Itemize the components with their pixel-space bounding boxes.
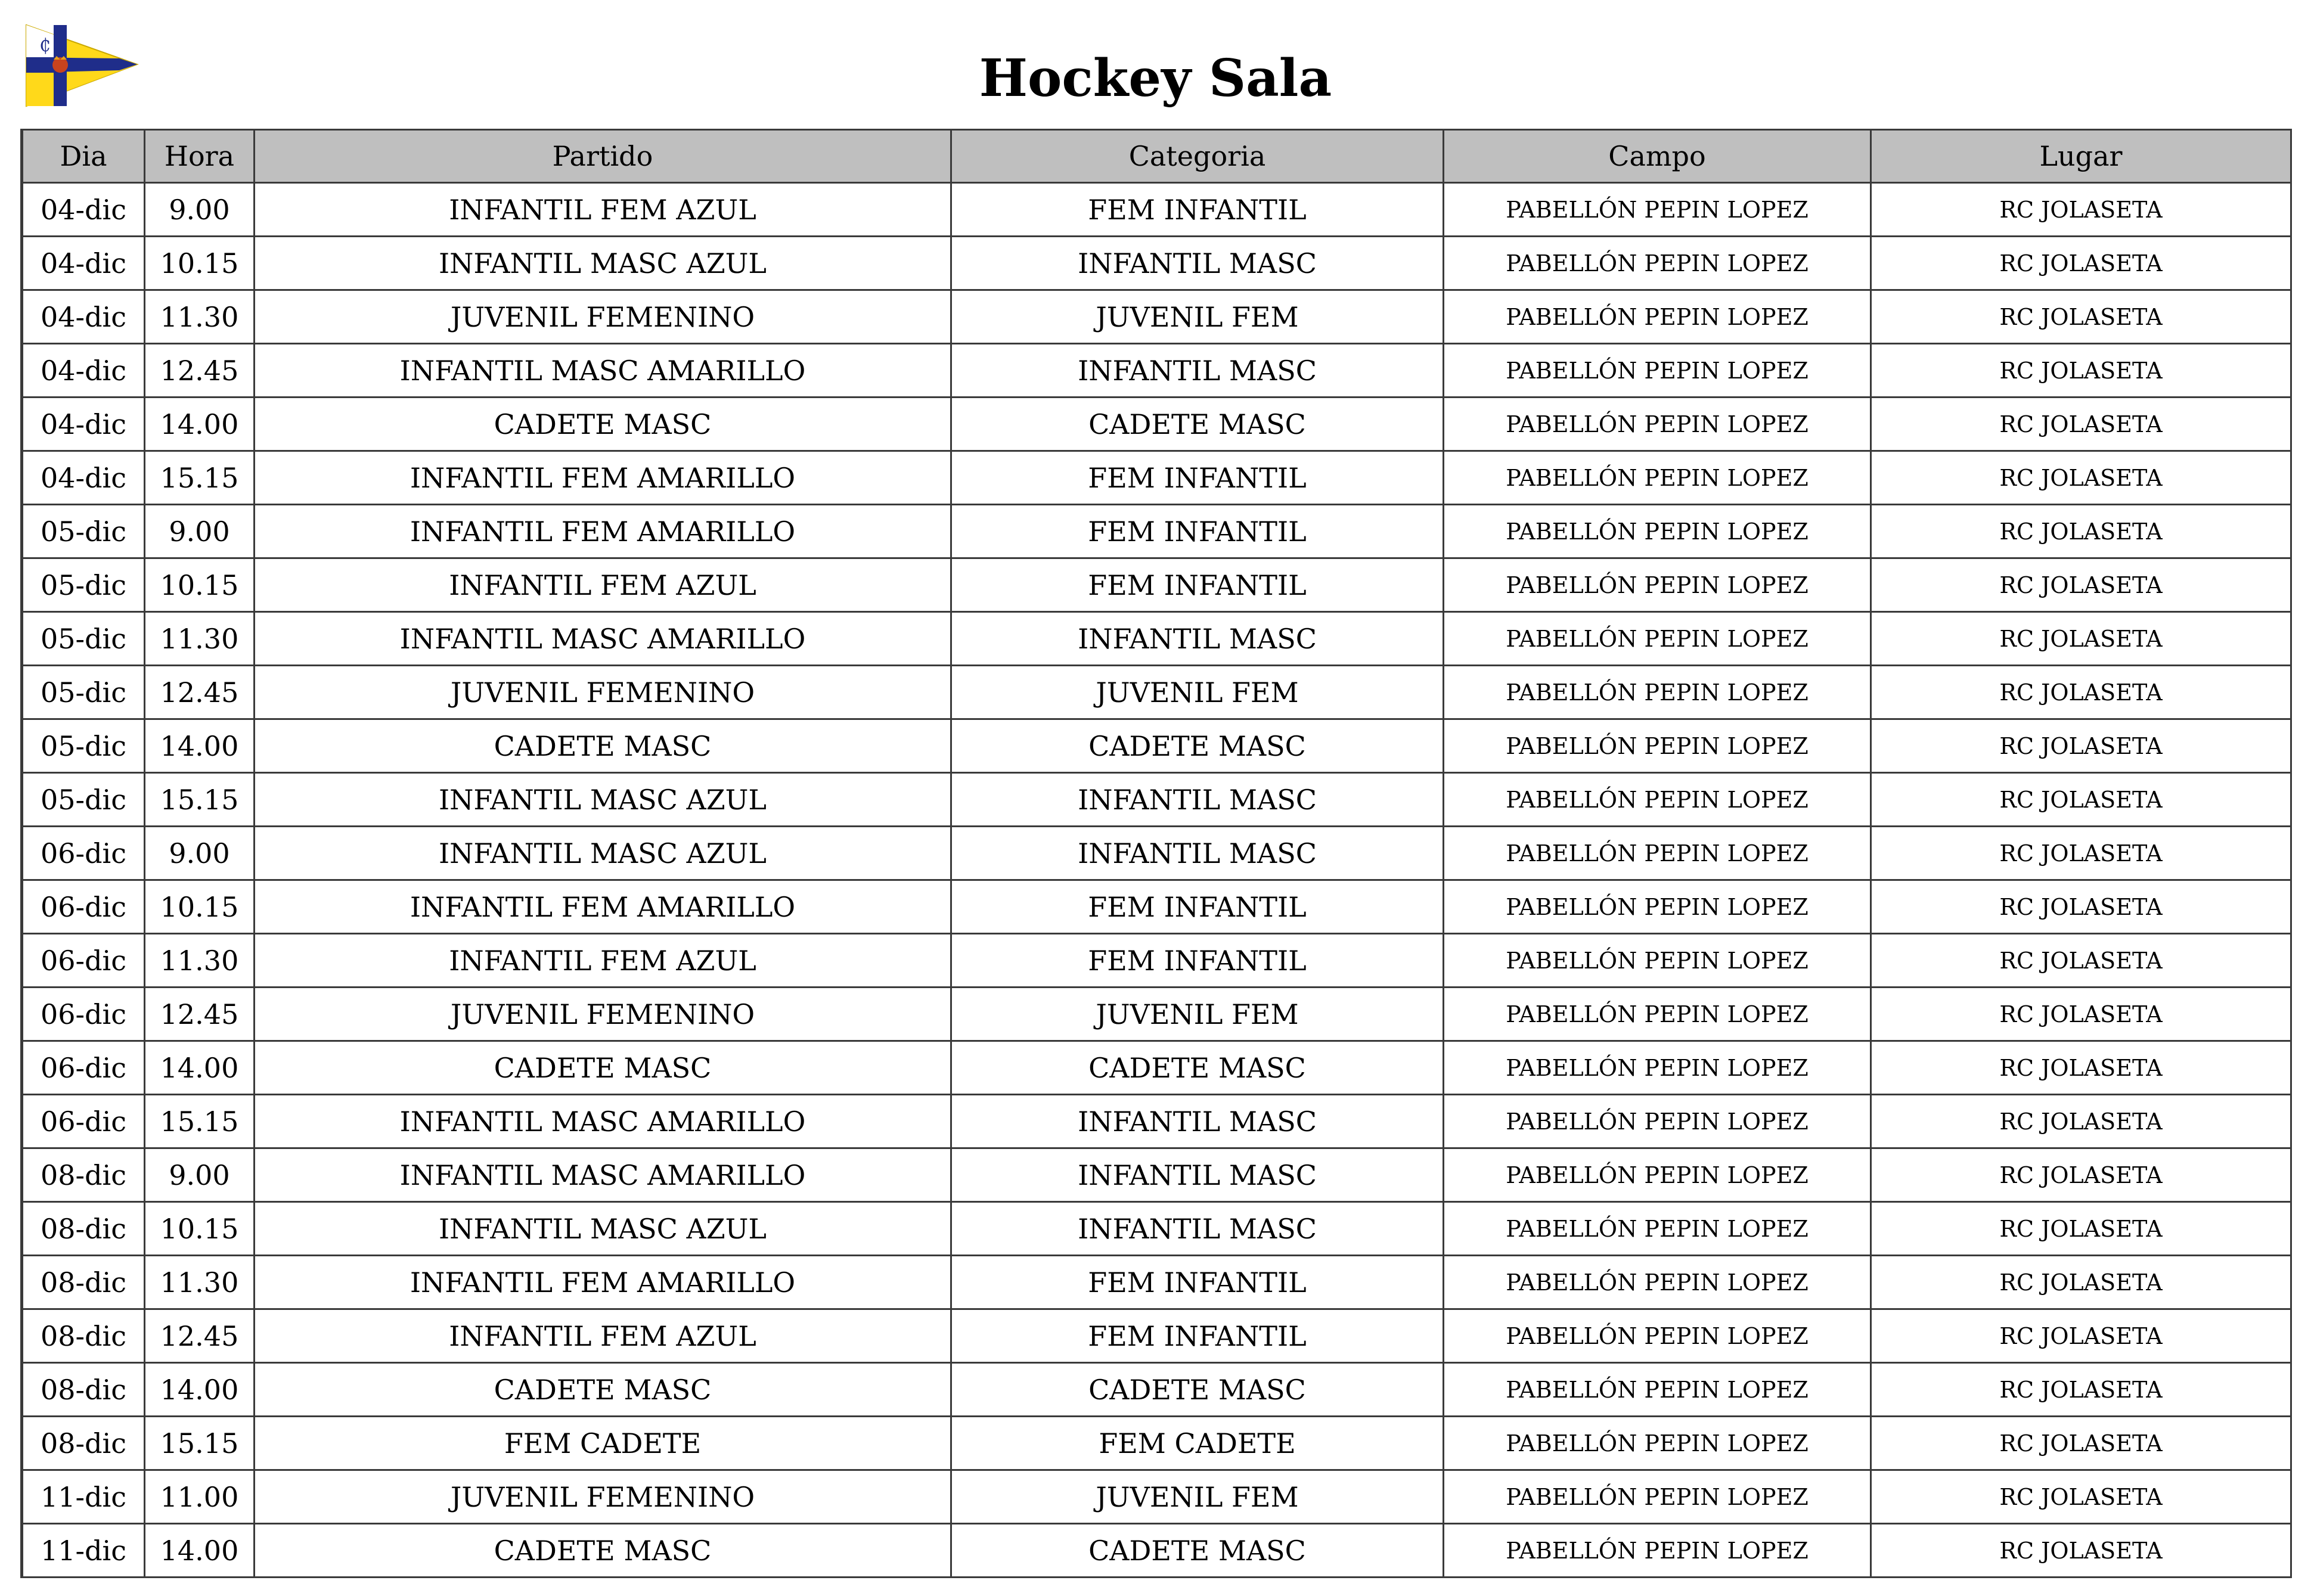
cell-categoria: FEM INFANTIL — [951, 1256, 1444, 1309]
cell-partido: CADETE MASC — [255, 1524, 951, 1578]
cell-hora: 14.00 — [145, 1363, 255, 1417]
schedule-table — [20, 129, 2292, 1578]
cell-campo: PABELLÓN PEPIN LOPEZ — [1444, 1309, 1871, 1363]
cell-campo: PABELLÓN PEPIN LOPEZ — [1444, 612, 1871, 666]
cell-lugar: RC JOLASETA — [1871, 505, 2291, 558]
cell-campo: PABELLÓN PEPIN LOPEZ — [1444, 1202, 1871, 1256]
cell-lugar: RC JOLASETA — [1871, 398, 2291, 451]
cell-hora: 10.15 — [145, 880, 255, 934]
cell-partido: INFANTIL FEM AMARILLO — [255, 505, 951, 558]
cell-lugar: RC JOLASETA — [1871, 988, 2291, 1041]
cell-partido: FEM CADETE — [255, 1417, 951, 1470]
cell-hora: 10.15 — [145, 1202, 255, 1256]
cell-categoria: FEM INFANTIL — [951, 558, 1444, 612]
svg-text:₵: ₵ — [39, 35, 51, 56]
table-row — [22, 880, 2291, 934]
cell-hora: 10.15 — [145, 237, 255, 290]
cell-campo: PABELLÓN PEPIN LOPEZ — [1444, 880, 1871, 934]
cell-categoria: FEM INFANTIL — [951, 505, 1444, 558]
cell-lugar: RC JOLASETA — [1871, 1256, 2291, 1309]
cell-categoria: CADETE MASC — [951, 398, 1444, 451]
header-dia: Dia — [22, 130, 145, 183]
table-row — [22, 1309, 2291, 1363]
cell-dia: 05-dic — [22, 666, 145, 719]
cell-dia: 06-dic — [22, 1095, 145, 1148]
cell-lugar: RC JOLASETA — [1871, 934, 2291, 988]
cell-partido: INFANTIL FEM AMARILLO — [255, 880, 951, 934]
cell-dia: 08-dic — [22, 1309, 145, 1363]
cell-hora: 11.30 — [145, 290, 255, 344]
table-row — [22, 237, 2291, 290]
cell-partido: INFANTIL FEM AZUL — [255, 934, 951, 988]
cell-hora: 14.00 — [145, 1524, 255, 1578]
cell-dia: 04-dic — [22, 237, 145, 290]
cell-campo: PABELLÓN PEPIN LOPEZ — [1444, 1041, 1871, 1095]
cell-partido: INFANTIL MASC AZUL — [255, 237, 951, 290]
cell-hora: 15.15 — [145, 451, 255, 505]
cell-campo: PABELLÓN PEPIN LOPEZ — [1444, 934, 1871, 988]
cell-lugar: RC JOLASETA — [1871, 1417, 2291, 1470]
cell-dia: 04-dic — [22, 183, 145, 237]
cell-lugar: RC JOLASETA — [1871, 666, 2291, 719]
cell-dia: 08-dic — [22, 1363, 145, 1417]
cell-campo: PABELLÓN PEPIN LOPEZ — [1444, 1524, 1871, 1578]
table-row — [22, 1363, 2291, 1417]
cell-campo: PABELLÓN PEPIN LOPEZ — [1444, 1095, 1871, 1148]
cell-hora: 9.00 — [145, 183, 255, 237]
cell-campo: PABELLÓN PEPIN LOPEZ — [1444, 1363, 1871, 1417]
cell-dia: 05-dic — [22, 612, 145, 666]
cell-hora: 9.00 — [145, 827, 255, 880]
cell-categoria: JUVENIL FEM — [951, 666, 1444, 719]
cell-campo: PABELLÓN PEPIN LOPEZ — [1444, 773, 1871, 827]
table-row — [22, 183, 2291, 237]
header-categoria: Categoria — [951, 130, 1444, 183]
cell-hora: 14.00 — [145, 1041, 255, 1095]
cell-categoria: INFANTIL MASC — [951, 773, 1444, 827]
cell-dia: 11-dic — [22, 1524, 145, 1578]
cell-partido: JUVENIL FEMENINO — [255, 290, 951, 344]
table-row — [22, 666, 2291, 719]
cell-hora: 15.15 — [145, 1417, 255, 1470]
cell-campo: PABELLÓN PEPIN LOPEZ — [1444, 558, 1871, 612]
cell-categoria: CADETE MASC — [951, 719, 1444, 773]
cell-campo: PABELLÓN PEPIN LOPEZ — [1444, 827, 1871, 880]
table-row — [22, 451, 2291, 505]
cell-partido: JUVENIL FEMENINO — [255, 666, 951, 719]
cell-campo: PABELLÓN PEPIN LOPEZ — [1444, 398, 1871, 451]
cell-lugar: RC JOLASETA — [1871, 719, 2291, 773]
cell-categoria: JUVENIL FEM — [951, 1470, 1444, 1524]
cell-lugar: RC JOLASETA — [1871, 558, 2291, 612]
cell-lugar: RC JOLASETA — [1871, 827, 2291, 880]
cell-campo: PABELLÓN PEPIN LOPEZ — [1444, 1148, 1871, 1202]
cell-categoria: FEM INFANTIL — [951, 934, 1444, 988]
cell-dia: 06-dic — [22, 934, 145, 988]
cell-partido: INFANTIL FEM AZUL — [255, 183, 951, 237]
cell-partido: INFANTIL FEM AMARILLO — [255, 451, 951, 505]
cell-dia: 06-dic — [22, 880, 145, 934]
cell-categoria: INFANTIL MASC — [951, 1202, 1444, 1256]
cell-partido: INFANTIL MASC AZUL — [255, 773, 951, 827]
cell-categoria: INFANTIL MASC — [951, 827, 1444, 880]
cell-partido: CADETE MASC — [255, 398, 951, 451]
table-row — [22, 1417, 2291, 1470]
cell-campo: PABELLÓN PEPIN LOPEZ — [1444, 1470, 1871, 1524]
cell-lugar: RC JOLASETA — [1871, 1148, 2291, 1202]
cell-dia: 05-dic — [22, 558, 145, 612]
cell-categoria: INFANTIL MASC — [951, 237, 1444, 290]
cell-categoria: FEM CADETE — [951, 1417, 1444, 1470]
table-row — [22, 1095, 2291, 1148]
table-row — [22, 344, 2291, 398]
cell-lugar: RC JOLASETA — [1871, 451, 2291, 505]
header-hora: Hora — [145, 130, 255, 183]
cell-lugar: RC JOLASETA — [1871, 1095, 2291, 1148]
cell-partido: INFANTIL MASC AMARILLO — [255, 612, 951, 666]
cell-categoria: FEM INFANTIL — [951, 451, 1444, 505]
cell-categoria: FEM INFANTIL — [951, 183, 1444, 237]
cell-campo: PABELLÓN PEPIN LOPEZ — [1444, 344, 1871, 398]
cell-categoria: CADETE MASC — [951, 1041, 1444, 1095]
header-partido: Partido — [255, 130, 951, 183]
cell-hora: 14.00 — [145, 398, 255, 451]
cell-lugar: RC JOLASETA — [1871, 773, 2291, 827]
cell-lugar: RC JOLASETA — [1871, 1363, 2291, 1417]
cell-hora: 12.45 — [145, 988, 255, 1041]
cell-hora: 11.30 — [145, 934, 255, 988]
table-row — [22, 1524, 2291, 1578]
header-lugar: Lugar — [1871, 130, 2291, 183]
table-row — [22, 612, 2291, 666]
cell-partido: INFANTIL MASC AMARILLO — [255, 344, 951, 398]
cell-campo: PABELLÓN PEPIN LOPEZ — [1444, 237, 1871, 290]
cell-categoria: FEM INFANTIL — [951, 1309, 1444, 1363]
cell-hora: 10.15 — [145, 558, 255, 612]
table-row — [22, 1202, 2291, 1256]
cell-dia: 06-dic — [22, 988, 145, 1041]
table-row — [22, 719, 2291, 773]
cell-lugar: RC JOLASETA — [1871, 1309, 2291, 1363]
cell-hora: 12.45 — [145, 1309, 255, 1363]
cell-partido: JUVENIL FEMENINO — [255, 1470, 951, 1524]
cell-partido: INFANTIL MASC AMARILLO — [255, 1148, 951, 1202]
cell-partido: CADETE MASC — [255, 719, 951, 773]
table-row — [22, 773, 2291, 827]
cell-campo: PABELLÓN PEPIN LOPEZ — [1444, 290, 1871, 344]
cell-lugar: RC JOLASETA — [1871, 290, 2291, 344]
cell-campo: PABELLÓN PEPIN LOPEZ — [1444, 719, 1871, 773]
table-row — [22, 558, 2291, 612]
cell-campo: PABELLÓN PEPIN LOPEZ — [1444, 1256, 1871, 1309]
cell-categoria: INFANTIL MASC — [951, 344, 1444, 398]
cell-categoria: FEM INFANTIL — [951, 880, 1444, 934]
cell-dia: 11-dic — [22, 1470, 145, 1524]
cell-dia: 04-dic — [22, 451, 145, 505]
cell-partido: INFANTIL FEM AMARILLO — [255, 1256, 951, 1309]
page-title: Hockey Sala — [979, 48, 1332, 108]
table-row — [22, 505, 2291, 558]
cell-campo: PABELLÓN PEPIN LOPEZ — [1444, 1417, 1871, 1470]
table-row — [22, 1256, 2291, 1309]
cell-hora: 14.00 — [145, 719, 255, 773]
table-row — [22, 290, 2291, 344]
cell-dia: 05-dic — [22, 773, 145, 827]
cell-partido: CADETE MASC — [255, 1363, 951, 1417]
cell-lugar: RC JOLASETA — [1871, 1041, 2291, 1095]
cell-dia: 06-dic — [22, 1041, 145, 1095]
cell-campo: PABELLÓN PEPIN LOPEZ — [1444, 183, 1871, 237]
cell-lugar: RC JOLASETA — [1871, 344, 2291, 398]
cell-dia: 08-dic — [22, 1202, 145, 1256]
cell-lugar: RC JOLASETA — [1871, 237, 2291, 290]
cell-categoria: JUVENIL FEM — [951, 290, 1444, 344]
table-row — [22, 1148, 2291, 1202]
cell-lugar: RC JOLASETA — [1871, 1470, 2291, 1524]
cell-hora: 12.45 — [145, 666, 255, 719]
cell-campo: PABELLÓN PEPIN LOPEZ — [1444, 505, 1871, 558]
cell-categoria: CADETE MASC — [951, 1524, 1444, 1578]
cell-dia: 08-dic — [22, 1148, 145, 1202]
cell-hora: 11.30 — [145, 1256, 255, 1309]
table-row — [22, 1470, 2291, 1524]
cell-lugar: RC JOLASETA — [1871, 612, 2291, 666]
cell-hora: 9.00 — [145, 1148, 255, 1202]
table-row — [22, 398, 2291, 451]
cell-categoria: INFANTIL MASC — [951, 1095, 1444, 1148]
cell-hora: 15.15 — [145, 773, 255, 827]
cell-hora: 12.45 — [145, 344, 255, 398]
cell-lugar: RC JOLASETA — [1871, 1202, 2291, 1256]
cell-dia: 05-dic — [22, 719, 145, 773]
cell-dia: 04-dic — [22, 290, 145, 344]
cell-campo: PABELLÓN PEPIN LOPEZ — [1444, 666, 1871, 719]
cell-lugar: RC JOLASETA — [1871, 183, 2291, 237]
cell-dia: 08-dic — [22, 1256, 145, 1309]
cell-dia: 04-dic — [22, 344, 145, 398]
cell-partido: JUVENIL FEMENINO — [255, 988, 951, 1041]
cell-partido: INFANTIL MASC AZUL — [255, 1202, 951, 1256]
cell-categoria: INFANTIL MASC — [951, 612, 1444, 666]
cell-categoria: JUVENIL FEM — [951, 988, 1444, 1041]
cell-dia: 06-dic — [22, 827, 145, 880]
cell-dia: 08-dic — [22, 1417, 145, 1470]
cell-partido: INFANTIL MASC AMARILLO — [255, 1095, 951, 1148]
cell-categoria: INFANTIL MASC — [951, 1148, 1444, 1202]
cell-dia: 04-dic — [22, 398, 145, 451]
cell-lugar: RC JOLASETA — [1871, 880, 2291, 934]
header-campo: Campo — [1444, 130, 1871, 183]
cell-lugar: RC JOLASETA — [1871, 1524, 2291, 1578]
table-row — [22, 1041, 2291, 1095]
table-row — [22, 827, 2291, 880]
cell-dia: 05-dic — [22, 505, 145, 558]
cell-hora: 15.15 — [145, 1095, 255, 1148]
cell-partido: INFANTIL FEM AZUL — [255, 558, 951, 612]
cell-categoria: CADETE MASC — [951, 1363, 1444, 1417]
cell-campo: PABELLÓN PEPIN LOPEZ — [1444, 451, 1871, 505]
table-header-row — [22, 130, 2291, 183]
cell-hora: 9.00 — [145, 505, 255, 558]
cell-campo: PABELLÓN PEPIN LOPEZ — [1444, 988, 1871, 1041]
table-row — [22, 934, 2291, 988]
cell-partido: CADETE MASC — [255, 1041, 951, 1095]
cell-partido: INFANTIL MASC AZUL — [255, 827, 951, 880]
table-row — [22, 988, 2291, 1041]
cell-hora: 11.30 — [145, 612, 255, 666]
cell-hora: 11.00 — [145, 1470, 255, 1524]
cell-partido: INFANTIL FEM AZUL — [255, 1309, 951, 1363]
